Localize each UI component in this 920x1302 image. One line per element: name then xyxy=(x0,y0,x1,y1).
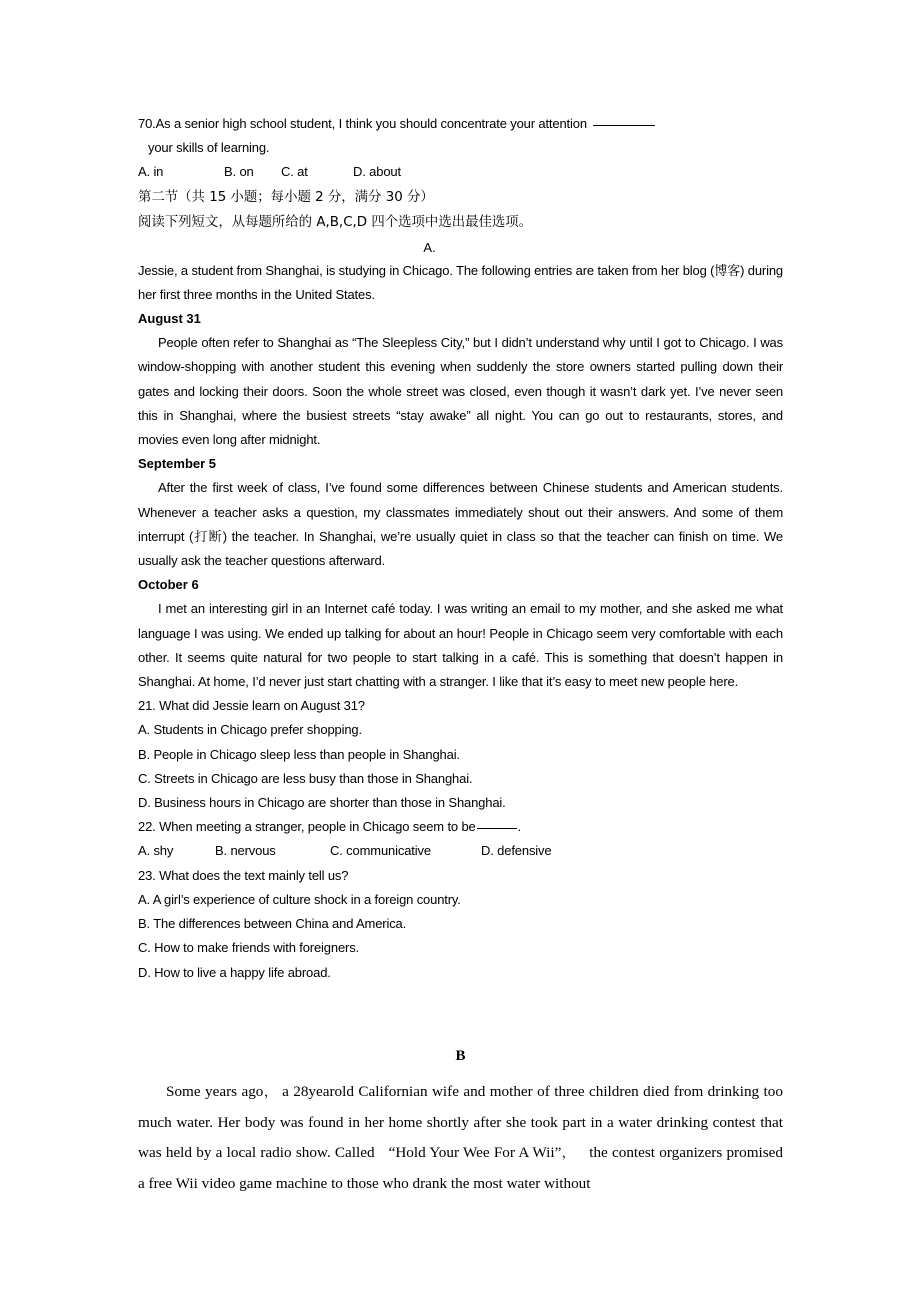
question-22-stem-end: . xyxy=(517,819,522,835)
section-header-line1: 第二节（共 15 小题；每小题 2 分，满分 30 分） xyxy=(138,189,434,205)
question-22-option-d[interactable]: D. defensive xyxy=(481,843,552,859)
passage-b-part2: a 28yearold Californian wife and mother of three children died from drinking too much water. Her body was found in her home shortly after she took part in a water drinking contest that was held by a local radio show. Called xyxy=(138,1083,783,1161)
question-70-options xyxy=(138,160,783,184)
question-21-stem: 21. What did Jessie learn on August 31? xyxy=(138,698,365,714)
question-21-option-c[interactable]: C. Streets in Chicago are less busy than those in Shanghai. xyxy=(138,770,473,786)
section-header-line2: 阅读下列短文，从每题所给的 A,B,C,D 四个选项中选出最佳选项。 xyxy=(138,214,533,230)
question-22-blank xyxy=(477,828,517,829)
passage-b-comma-1: ， xyxy=(263,1085,278,1100)
question-21-option-a[interactable]: A. Students in Chicago prefer shopping. xyxy=(138,722,362,738)
question-23-option-d[interactable]: D. How to live a happy life abroad. xyxy=(138,964,331,980)
passage-a-label: A. xyxy=(423,239,436,255)
passage-b-label: B xyxy=(455,1048,466,1064)
entry-date-august-31: August 31 xyxy=(138,311,201,327)
passage-b-part3: the contest organizers promised a free Wii video game machine to those who drank the most water without xyxy=(138,1144,783,1192)
question-70-option-d[interactable]: D. about xyxy=(353,164,401,180)
question-70-option-a[interactable]: A. in xyxy=(138,164,164,180)
passage-b-comma-2: ， xyxy=(561,1146,576,1161)
question-23-option-a[interactable]: A. A girl’s experience of culture shock in a foreign country. xyxy=(138,891,461,907)
question-22-options xyxy=(138,839,783,863)
question-22-stem-text: 22. When meeting a stranger, people in Chicago seem to be xyxy=(138,819,476,835)
question-23-option-b[interactable]: B. The differences between China and America. xyxy=(138,916,407,932)
passage-a-intro: Jessie, a student from Shanghai, is studying in Chicago. The following entries are taken from her blog (博客) during her first three months in the United States. xyxy=(138,262,783,302)
passage-b-part1: Some years ago xyxy=(166,1083,264,1100)
question-70-line2: your skills of learning. xyxy=(148,140,270,156)
entry-text-september-5: After the first week of class, I’ve found some differences between Chinese students and American students. Whenever a teacher asks a question, my classmates immediately shout out their answers. And some of them interrupt (打断) the teacher. In Shanghai, we’re usually quiet in class so that the teacher can finish on time. We usually ask the teacher questions afterward. xyxy=(138,480,783,569)
question-23-stem: 23. What does the text mainly tell us? xyxy=(138,867,349,883)
question-70-stem: 70.As a senior high school student, I think you should concentrate your attention xyxy=(138,116,587,131)
question-70-line1 xyxy=(138,112,783,136)
question-70-option-c[interactable]: C. at xyxy=(281,164,308,180)
question-70-block xyxy=(138,112,783,185)
passage-b-quote: “Hold Your Wee For A Wii” xyxy=(388,1144,562,1161)
entry-text-august-31: People often refer to Shanghai as “The Sleepless City,” but I didn’t understand why until I got to Chicago. I was window-shopping with another student this evening when suddenly the store owners started pulling down their gates and locking their doors. Soon the whole street was closed, even though it wasn’t dark yet. I’ve never seen this in Shanghai, where the busiest streets “stay awake” all night. You can go out to restaurants, stores, and movies even long after midnight. xyxy=(138,335,783,448)
entry-date-september-5: September 5 xyxy=(138,456,217,472)
entry-text-october-6: I met an interesting girl in an Internet café today. I was writing an email to my mother, and she asked me what language I was using. We ended up talking for about an hour! People in Chicago seem very comfortable with each other. It seems quite natural for two people to start talking in a café. This is something that doesn’t happen in Shanghai. At home, I’d never just start chatting with a stranger. I like that it’s easy to meet new people here. xyxy=(138,601,783,690)
question-22-option-c[interactable]: C. communicative xyxy=(330,843,431,859)
question-22-option-b[interactable]: B. nervous xyxy=(215,843,276,859)
question-70-blank xyxy=(593,125,655,126)
question-22-option-a[interactable]: A. shy xyxy=(138,843,174,859)
question-70-option-b[interactable]: B. on xyxy=(224,164,254,180)
entry-date-october-6: October 6 xyxy=(138,577,199,593)
passage-b-block xyxy=(138,1045,783,1199)
passage-b-paragraph xyxy=(138,1077,783,1199)
section-header-block xyxy=(138,185,783,235)
question-21-option-d[interactable]: D. Business hours in Chicago are shorter than those in Shanghai. xyxy=(138,795,506,811)
question-23-option-c[interactable]: C. How to make friends with foreigners. xyxy=(138,940,360,956)
question-21-option-b[interactable]: B. People in Chicago sleep less than people in Shanghai. xyxy=(138,746,460,762)
question-22-stem xyxy=(138,815,783,839)
main-content-column xyxy=(138,112,783,985)
